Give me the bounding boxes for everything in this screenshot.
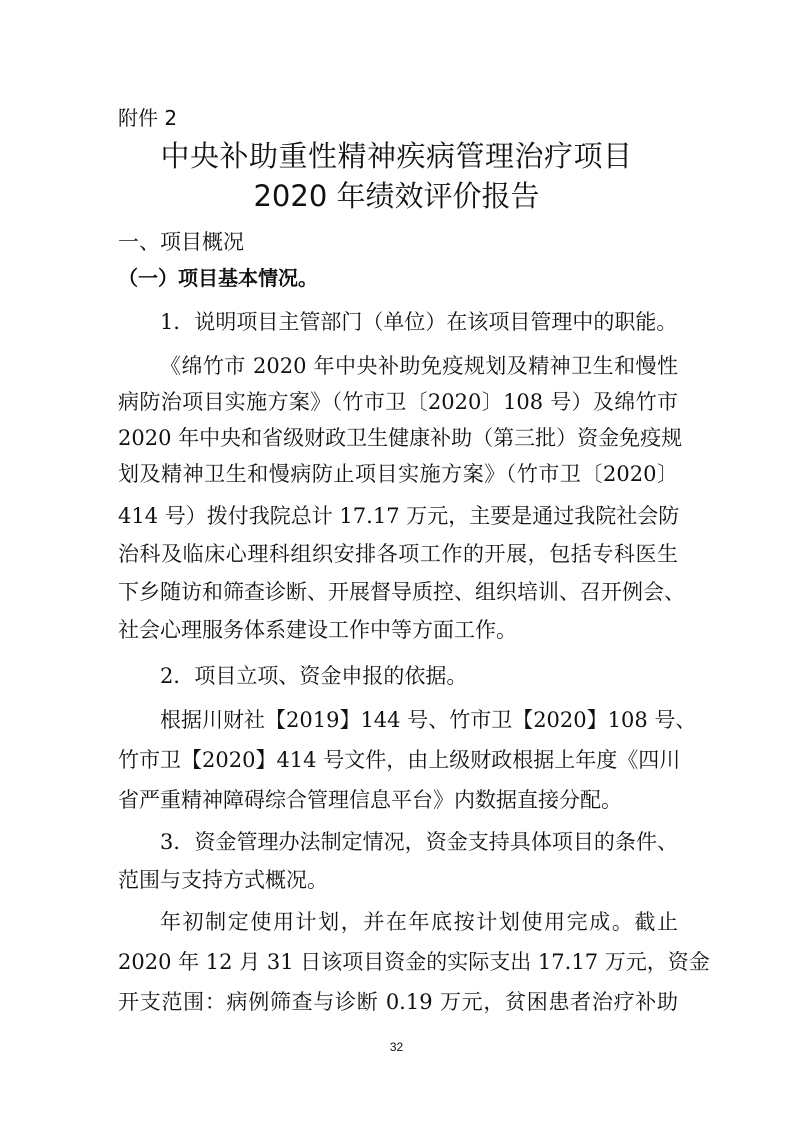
section-heading: 一、项目概况 — [118, 230, 244, 254]
paragraph-line: 病防治项目实施方案》（竹市卫〔2020〕108 号）及绵竹市 — [118, 390, 678, 414]
subsection-heading: （一）项目基本情况。 — [118, 266, 318, 290]
paragraph-line: 2．项目立项、资金申报的依据。 — [160, 664, 468, 688]
paragraph-line: 1．说明项目主管部门（单位）在该项目管理中的职能。 — [160, 310, 678, 334]
paragraph-line: 划及精神卫生和慢病防止项目实施方案》（竹市卫〔2020〕 — [118, 462, 678, 486]
paragraph-line: 范围与支持方式概况。 — [118, 868, 328, 892]
paragraph-line: 治科及临床心理科组织安排各项工作的开展，包括专科医生 — [118, 542, 678, 566]
paragraph-line: 省严重精神障碍综合管理信息平台》内数据直接分配。 — [118, 788, 622, 812]
document-title-line-2: 2020 年绩效评价报告 — [253, 179, 540, 213]
paragraph-line: 2020 年中央和省级财政卫生健康补助（第三批）资金免疫规 — [118, 426, 683, 450]
paragraph-line: 《绵竹市 2020 年中央补助免疫规划及精神卫生和慢性 — [160, 354, 678, 378]
document-title-line-1: 中央补助重性精神疾病管理治疗项目 — [160, 139, 633, 173]
paragraph-line: 根据川财社【2019】144 号、竹市卫【2020】108 号、 — [160, 708, 697, 732]
page-number: 32 — [389, 1040, 404, 1054]
paragraph-line: 3．资金管理办法制定情况，资金支持具体项目的条件、 — [160, 830, 678, 854]
paragraph-line: 414 号）拨付我院总计 17.17 万元，主要是通过我院社会防 — [118, 504, 680, 528]
paragraph-line: 竹市卫【2020】414 号文件，由上级财政根据上年度《四川 — [118, 748, 681, 772]
paragraph-line: 下乡随访和筛查诊断、开展督导质控、组织培训、召开例会、 — [118, 580, 685, 604]
paragraph-line: 年初制定使用计划，并在年底按计划使用完成。截止 — [160, 910, 678, 934]
paragraph-line: 开支范围：病例筛查与诊断 0.19 万元，贫困患者治疗补助 — [118, 990, 678, 1014]
attachment-label: 附件 2 — [118, 106, 178, 130]
paragraph-line: 2020 年 12 月 31 日该项目资金的实际支出 17.17 万元，资金 — [118, 950, 710, 974]
paragraph-line: 社会心理服务体系建设工作中等方面工作。 — [118, 618, 517, 642]
